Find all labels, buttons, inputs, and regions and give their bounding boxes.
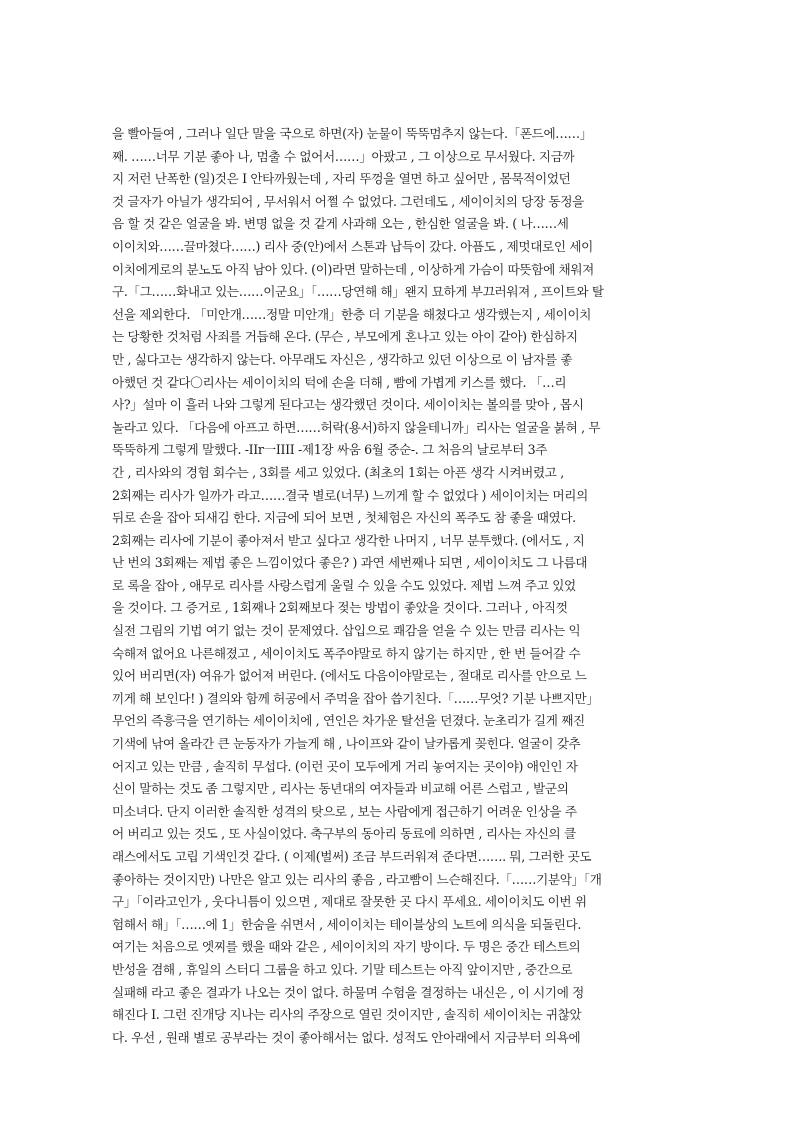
text-line: 구」「이라고인가 , 웃다니틈이 있으면 , 제대로 잘못한 곳 다시 푸세요. 세이이치도 이번 위: [112, 894, 587, 910]
text-line: 이이치와……끌마쳤다……) 리사 중(안)에서 스톤과 납득이 갔다. 아픔도 , 제멋대로인 세이: [112, 238, 593, 254]
text-line: 음 할 것 같은 얼굴을 봐. 변명 없을 것 같게 사과해 오는 , 한심한 얼굴을 봐. ( 나……세: [112, 216, 569, 232]
text-line: 로 록을 잡아 , 애무로 리사를 사랑스럽게 울릴 수 있을 수도 있었다. 제법 느껴 주고 있었: [112, 577, 576, 593]
text-line: 2회째는 리사가 일까가 라고……결국 별로(너무) 느끼게 할 수 없었다 ) 세이이치는 머리의: [112, 487, 588, 503]
text-line: 지 저런 난폭한 (일)것은 I 안타까웠는데 , 자리 뚜껑을 열면 하고 싶어만 , 몸묵적이었던: [112, 171, 571, 187]
text-line: 을 것이다. 그 증거로 , 1회째나 2회째보다 젖는 방법이 좋았을 것이다. 그러나 , 아직껏: [112, 600, 568, 616]
text-line: 뒤로 손을 잡아 되새김 한다. 지금에 되어 보면 , 첫체험은 자신의 폭주도 참 좋을 때였다.: [112, 510, 576, 526]
text-line: 미소녀다. 단지 이러한 솔직한 성격의 탓으로 , 보는 사람에게 접근하기 어려운 인상을 주: [112, 803, 577, 819]
text-line: 있어 버리면(자) 여유가 없어져 버린다. (에서도 다음이야말로는 , 절대로 리사를 안으로 느: [112, 668, 587, 684]
text-line: 뚝뚝하게 그렇게 말했다. -IIr一IIII -제1장 싸움 6월 중순-. 그 처음의 날로부터 3주: [112, 442, 548, 458]
text-line: 신이 말하는 것도 좀 그렇지만 , 리사는 동년대의 여자들과 비교해 어른 스럽고 , 발군의: [112, 781, 569, 797]
text-line: 끼게 해 보인다! ) 결의와 함께 허공에서 주먹을 잡아 씁기친다.「……무엇? 기분 나쁘지만」: [112, 690, 599, 706]
text-line: 것 글자가 아닐가 생각되어 , 무서워서 어쩔 수 없었다. 그런데도 , 세이이치의 당장 동정을: [112, 193, 584, 209]
text-line: 아했던 것 같다〇리사는 세이이치의 턱에 손을 더해 , 빰에 가볍게 키스를 했다. 「…리: [112, 374, 567, 390]
text-line: 래스에서도 고립 기색인것 같다. ( 이제(벌써) 조금 부드러워져 준다면……. 뭐, 그러한 곳도: [112, 849, 592, 864]
text-line: 어 버리고 있는 것도 , 또 사실이었다. 축구부의 동아리 동료에 의하면 , 리사는 자신의 클: [112, 826, 576, 842]
text-line: 이치에게로의 분노도 아직 남아 있다. (이)라면 말하는데 , 이상하게 가슴이 따뜻함에 채워져: [112, 261, 594, 277]
text-line: 여기는 처음으로 엣찌를 했을 때와 같은 , 세이이치의 자기 방이다. 두 명은 중간 테스트의: [112, 939, 581, 955]
text-line: 선을 제외한다. 「미안개……정말 미안개」한층 더 기분을 해쳤다고 생각했는지 , 세이이치: [112, 306, 592, 322]
text-line: 만 , 싫다고는 생각하지 않는다. 아무래도 자신은 , 생각하고 있던 이상으로 이 남자를 좋: [112, 351, 573, 367]
text-line: 사?」설마 이 흘러 나와 그렇게 된다고는 생각했던 것이다. 세이이치는 볼의를 맞아 , 몹시: [112, 397, 584, 413]
text-line: 는 당황한 것처럼 사죄를 거듭해 온다. (무슨 , 부모에게 혼나고 있는 아이 같아) 한심하지: [112, 329, 578, 345]
text-line: 기색에 낚여 올라간 큰 눈동자가 가늘게 해 , 나이프와 같이 날카롭게 꽂힌다. 얼굴이 갖추: [112, 736, 581, 752]
text-line: 숙해져 없어요 나른해졌고 , 세이이치도 폭주야말로 하지 않기는 하지만 , 한 번 들어갈 수: [112, 645, 581, 661]
text-line: 난 번의 3회째는 제법 좋은 느낌이었다 좋은? ) 과연 세번째나 되면 , 세이이치도 그 나름대: [112, 555, 588, 571]
text-line: 험해서 해」「……에 1」한숨을 쉬면서 , 세이이치는 테이블상의 노트에 의식을 되돌린다.: [112, 916, 582, 932]
text-line: 해진다 I. 그런 진개당 지나는 리사의 주장으로 열린 것이지만 , 솔직히 세이이치는 귀찮았: [112, 1007, 582, 1023]
text-line: 실전 그림의 기법 여기 없는 것이 문제였다. 삽입으로 쾌감을 얻을 수 있는 만큼 리사는 익: [112, 623, 581, 639]
text-line: 구.「그……화내고 있는……이군요」「……당연해 해」왠지 묘하게 부끄러워져 , 프이트와 탈: [112, 284, 604, 300]
text-line: 어지고 있는 만큼 , 솔직히 무섭다. (이런 곳이 모두에게 거리 놓여지는 곳이야) 애인인 자: [112, 758, 578, 774]
text-line: 무언의 즉흥극을 연기하는 세이이치에 , 연인은 차가운 탈선을 던졌다. 눈초리가 길게 째진: [112, 713, 585, 729]
text-line: 좋아하는 것이지만) 나만은 알고 있는 리사의 좋음 , 라고빰이 느슨해진다.「……기분악」「개: [112, 871, 602, 887]
text-line: 다. 우선 , 원래 별로 공부라는 것이 좋아해서는 없다. 성적도 안아래에서 지금부터 의욕에: [112, 1029, 581, 1045]
text-line: 실패해 라고 좋은 결과가 나오는 것이 없다. 하물며 수험을 결정하는 내신은 , 이 시기에 정: [112, 984, 584, 1000]
text-line: 2회째는 리사에 기분이 좋아져서 받고 싶다고 생각한 나머지 , 너무 분투했다. (에서도 , 지: [112, 532, 585, 548]
text-line: 째. ……너무 기분 좋아 나, 멈출 수 없어서……」아팠고 , 그 이상으로 무서웠다. 지금까: [112, 148, 575, 164]
text-line: 을 빨아들여 , 그러나 일단 말을 국으로 하면(자) 눈물이 뚝뚝멈추지 않는다.「폰드에……」: [112, 126, 593, 141]
text-line: 간 , 리사와의 경험 회수는 , 3회를 세고 있었다. (최초의 1회는 아픈 생각 시켜버렸고 ,: [112, 464, 564, 480]
body-text: [112, 123, 680, 1049]
text-line: 놀라고 있다. 「다음에 아프고 하면……허락(용서)하지 않을테니까」리사는 얼굴을 붉혀 , 무: [112, 419, 601, 435]
text-line: 반성을 겸해 , 휴일의 스터디 그룹을 하고 있다. 기말 테스트는 아직 앞이지만 , 중간으로: [112, 961, 573, 977]
